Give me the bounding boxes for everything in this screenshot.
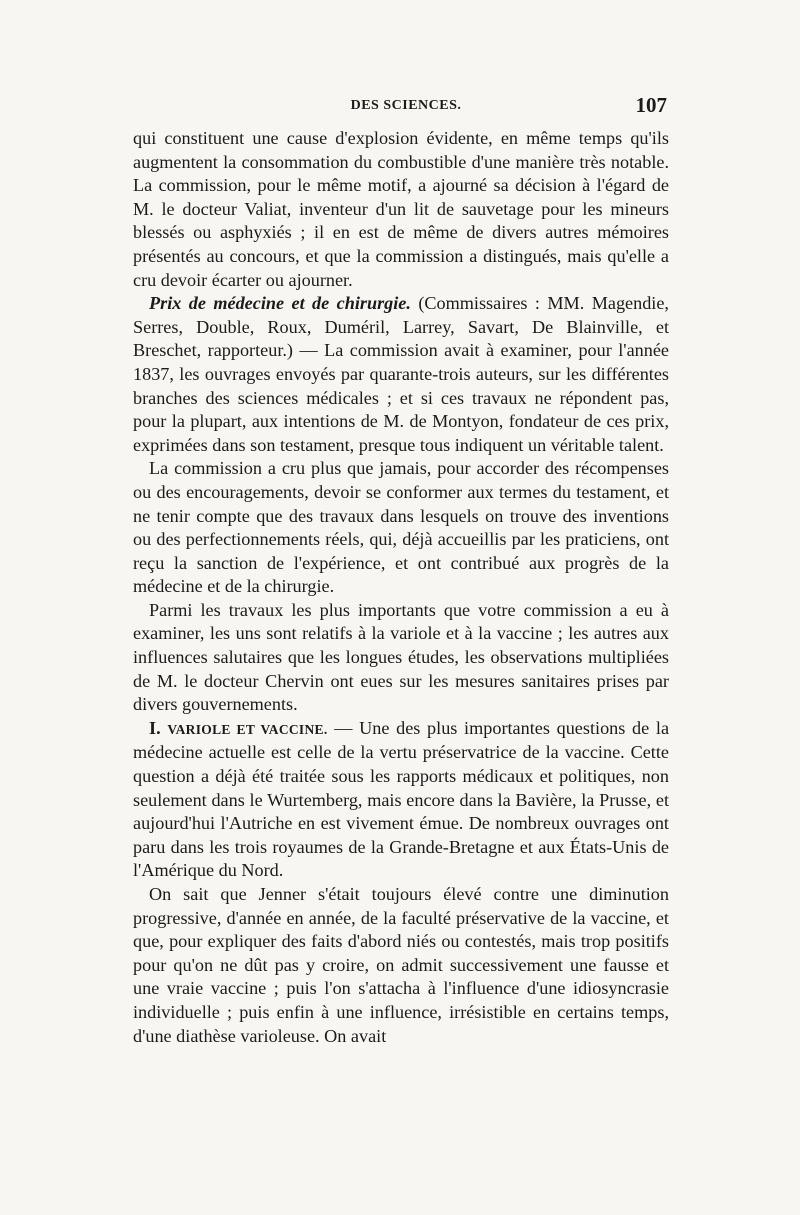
paragraph-commission: La commission a cru plus que jamais, pour accorder des récompenses ou des encouragements, devoir se conformer aux termes du testament, et ne tenir compte que des travaux dans lesquels on trouve des inventions ou des perfectionnements réels, qui, déjà accueillis par les praticiens, ont reçu la sanction de l'expérience, et ont contribué aux progrès de la médecine et de la chirurgie. <box>133 458 669 597</box>
running-head <box>133 94 669 124</box>
paragraph-works: Parmi les travaux les plus importants que votre commission a eu à examiner, les uns sont relatifs à la variole et à la vaccine ; les autres aux influences salutaires que les longues études, les observations multipliées de M. le docteur Chervin ont eues sur les mesures sanitaires prises par divers gouvernements. <box>133 599 669 715</box>
section-number: I. <box>149 717 161 738</box>
book-page <box>133 94 669 1048</box>
paragraph-jenner: On sait que Jenner s'était toujours élevé contre une diminution progressive, d'année en année, de la faculté préservative de la vaccine, et que, pour expliquer des faits d'abord niés ou contestés, mais trop positifs pour qu'on ne dût pas y croire, on admit successivement une fausse et une vraie vaccine ; puis l'on s'attacha à l'influence d'une idiosyncrasie individuelle ; puis enfin à une influence, irrésistible en certains temps, d'une diathèse varioleuse. On avait <box>133 884 669 1046</box>
paragraph-continuation: qui constituent une cause d'explosion évidente, en même temps qu'ils augmentent la consommation du combustible d'une manière très notable. La commission, pour le même motif, a ajourné sa décision à l'égard de M. le docteur Valiat, inventeur d'un lit de sauvetage pour les mineurs blessés ou asphyxiés ; il en est de même de divers autres mémoires présentés au concours, et que la commission a distingués, mais qu'elle a cru devoir écarter ou ajourner. <box>133 128 669 290</box>
section-title: VARIOLE ET VACCINE. <box>167 721 328 737</box>
prize-text: (Commissaires : MM. Magendie, Serres, Double, Roux, Duméril, Larrey, Savart, De Blainville, et Breschet, rapporteur.) — La commission avait à examiner, pour l'année 1837, les ouvrages envoyés par quarante-trois auteurs, sur les différentes branches des sciences médicales ; et si ces travaux ne répondent pas, pour la plupart, aux intentions de M. de Montyon, fondateur de ces prix, exprimées dans son testament, presque tous indiquent un véritable talent. <box>133 293 669 455</box>
paragraph-medicine-prize <box>133 292 669 457</box>
paragraph-section-variole <box>133 717 669 883</box>
prize-title: Prix de médecine et de chirurgie. <box>149 293 411 314</box>
running-title: DES SCIENCES. <box>350 98 462 113</box>
section-dash: — <box>327 717 360 738</box>
page-body <box>133 127 669 1048</box>
page-number: 107 <box>635 93 667 117</box>
section-text: Une des plus importantes questions de la médecine actuelle est celle de la vertu préservatrice de la vaccine. Cette question a déjà été traitée sous les rapports médicaux et politiques, non seulement dans le Wurtemberg, mais encore dans la Bavière, la Prusse, et aujourd'hui l'Autriche en est vivement émue. De nombreux ouvrages ont paru dans les trois royaumes de la Grande-Bretagne et aux États-Unis de l'Amérique du Nord. <box>133 717 670 881</box>
